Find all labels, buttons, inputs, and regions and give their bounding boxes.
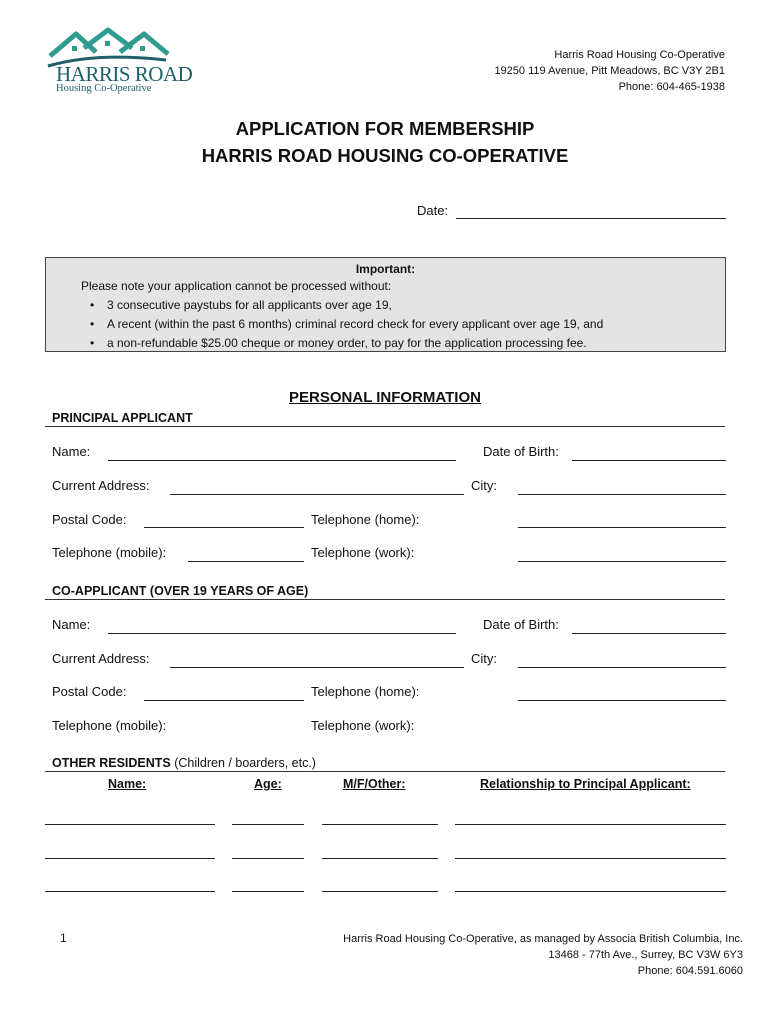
column-header-gender: M/F/Other: <box>343 777 406 791</box>
footer-line-1: Harris Road Housing Co-Operative, as managed by Associa British Columbia, Inc. <box>343 933 743 945</box>
logo <box>46 26 193 96</box>
address-label: Current Address: <box>52 478 150 493</box>
principal-dob-field[interactable] <box>572 460 726 461</box>
city-label: City: <box>471 478 497 493</box>
resident-gender-field[interactable] <box>322 858 438 859</box>
resident-age-field[interactable] <box>232 824 304 825</box>
title-line-2: HARRIS ROAD HOUSING CO-OPERATIVE <box>201 145 569 166</box>
resident-relationship-field[interactable] <box>455 858 726 859</box>
date-label: Date: <box>417 203 449 218</box>
notice-item: a non-refundable $25.00 cheque or money order, to pay for the application processing fee. <box>107 336 587 350</box>
resident-name-field[interactable] <box>45 891 215 892</box>
address-label: Current Address: <box>52 651 150 666</box>
section-heading: PERSONAL INFORMATION <box>289 389 481 406</box>
coapplicant-heading: CO-APPLICANT (OVER 19 YEARS OF AGE) <box>52 584 309 598</box>
coapplicant-name-field[interactable] <box>108 633 456 634</box>
resident-relationship-field[interactable] <box>455 824 726 825</box>
resident-age-field[interactable] <box>232 891 304 892</box>
org-address-block <box>494 47 725 95</box>
principal-tel-work-field[interactable] <box>518 561 726 562</box>
city-label: City: <box>471 651 497 666</box>
tel-mobile-label: Telephone (mobile): <box>52 545 167 560</box>
principal-postal-field[interactable] <box>144 527 304 528</box>
principal-tel-home-field[interactable] <box>518 527 726 528</box>
principal-name-field[interactable] <box>108 460 456 461</box>
notice-item: A recent (within the past 6 months) criminal record check for every applicant over age 19, and <box>107 317 604 331</box>
column-header-name: Name: <box>108 777 147 791</box>
date-field[interactable] <box>456 218 726 219</box>
others-heading-bold: OTHER RESIDENTS <box>52 756 171 770</box>
resident-gender-field[interactable] <box>322 824 438 825</box>
org-phone: Phone: 604-465-1938 <box>618 81 725 93</box>
others-heading <box>52 755 316 771</box>
notice-bullet: • <box>90 298 95 312</box>
others-heading-rest: (Children / boarders, etc.) <box>170 756 316 770</box>
org-name: Harris Road Housing Co-Operative <box>554 49 725 61</box>
title-line-1: APPLICATION FOR MEMBERSHIP <box>235 118 535 139</box>
principal-tel-mobile-field[interactable] <box>188 561 304 562</box>
notice-bullet: • <box>90 336 95 350</box>
column-header-age: Age: <box>254 777 282 791</box>
resident-relationship-field[interactable] <box>455 891 726 892</box>
page-title <box>0 115 770 169</box>
tel-home-label: Telephone (home): <box>311 512 420 527</box>
coapplicant-address-field[interactable] <box>170 667 464 668</box>
resident-name-field[interactable] <box>45 858 215 859</box>
principal-city-field[interactable] <box>518 494 726 495</box>
notice-bullet: • <box>90 317 95 331</box>
notice-item: 3 consecutive paystubs for all applicants over age 19, <box>107 298 392 312</box>
tel-mobile-label: Telephone (mobile): <box>52 718 167 733</box>
coapplicant-city-field[interactable] <box>518 667 726 668</box>
coapplicant-tel-home-field[interactable] <box>518 700 726 701</box>
postal-label: Postal Code: <box>52 684 127 699</box>
name-label: Name: <box>52 444 91 459</box>
dob-label: Date of Birth: <box>483 444 559 459</box>
coapplicant-postal-field[interactable] <box>144 700 304 701</box>
principal-heading: PRINCIPAL APPLICANT <box>52 411 193 425</box>
footer-line-2: 13468 - 77th Ave., Surrey, BC V3W 6Y3 <box>548 949 743 961</box>
divider <box>45 426 725 427</box>
notice-heading: Important: <box>355 262 416 276</box>
principal-address-field[interactable] <box>170 494 464 495</box>
footer-line-3: Phone: 604.591.6060 <box>637 965 743 977</box>
postal-label: Postal Code: <box>52 512 127 527</box>
page-number: 1 <box>60 931 67 945</box>
resident-gender-field[interactable] <box>322 891 438 892</box>
tel-home-label: Telephone (home): <box>311 684 420 699</box>
coapplicant-dob-field[interactable] <box>572 633 726 634</box>
logo-text: HARRIS ROAD <box>56 62 193 86</box>
notice-intro: Please note your application cannot be processed without: <box>81 279 392 293</box>
divider <box>45 771 725 772</box>
resident-age-field[interactable] <box>232 858 304 859</box>
logo-subtext: Housing Co-Operative <box>56 83 152 94</box>
dob-label: Date of Birth: <box>483 617 559 632</box>
name-label: Name: <box>52 617 91 632</box>
divider <box>45 599 725 600</box>
resident-name-field[interactable] <box>45 824 215 825</box>
tel-work-label: Telephone (work): <box>311 718 415 733</box>
footer-address-block <box>343 931 743 979</box>
org-address: 19250 119 Avenue, Pitt Meadows, BC V3Y 2B1 <box>494 65 725 77</box>
tel-work-label: Telephone (work): <box>311 545 415 560</box>
important-notice <box>45 257 726 352</box>
column-header-relationship: Relationship to Principal Applicant: <box>480 777 691 791</box>
